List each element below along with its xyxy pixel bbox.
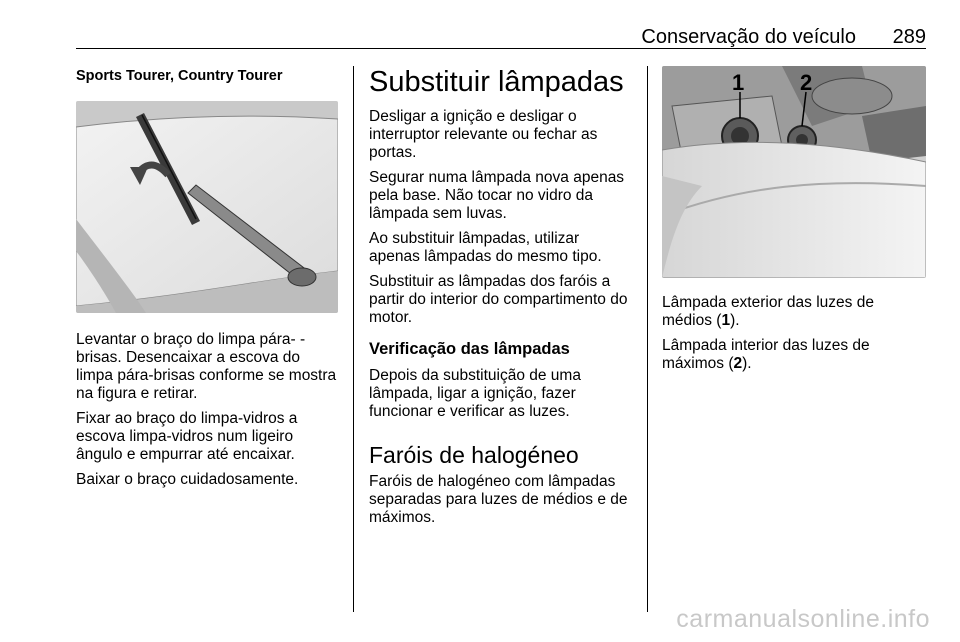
site-watermark: carmanualsonline.info	[676, 605, 930, 633]
paragraph-same-type: Ao substituir lâmpadas, utilizar apenas lâmpadas do mesmo tipo.	[369, 230, 602, 265]
paragraph-remove-blade: Levantar o braço do limpa pára- -brisas. Desencaixar a escova do limpa pára-brisas conforme se mostra na figura e retirar.	[76, 331, 337, 402]
column-middle	[369, 64, 633, 534]
paragraph-hold-bulb: Segurar numa lâmpada nova apenas pela base. Não tocar no vidro da lâmpada sem luvas.	[369, 169, 625, 222]
paragraph-engine-compartment: Substituir as lâmpadas dos faróis a partir do interior do compartimento do motor.	[369, 273, 628, 326]
paragraph-ignition-off: Desligar a ignição e desligar o interruptor relevante ou fechar as portas.	[369, 108, 598, 161]
column-left	[76, 60, 338, 496]
wiper-illustration	[76, 101, 338, 313]
subheading-bulb-check: Verificação das lâmpadas	[369, 340, 570, 358]
figure-label-2: 2	[800, 70, 813, 95]
model-subheading: Sports Tourer, Country Tourer	[76, 68, 283, 84]
low-beam-number: 1	[721, 312, 731, 329]
paragraph-halogen: Faróis de halogéneo com lâmpadas separadas para luzes de médios e de máximos.	[369, 473, 628, 526]
paragraph-lower-arm: Baixar o braço cuidadosamente.	[76, 471, 299, 488]
section-heading-replace-bulbs: Substituir lâmpadas	[369, 66, 624, 98]
section-heading-halogen: Faróis de halogéneo	[369, 442, 579, 468]
paragraph-fix-blade: Fixar ao braço do limpa-vidros a escova limpa-vidros num ligeiro ângulo e empurrar até encaixar.	[76, 410, 298, 463]
figure-label-1: 1	[732, 70, 745, 95]
column-right	[662, 66, 926, 380]
paragraph-bulb-check: Depois da substituição de uma lâmpada, ligar a ignição, fazer funcionar e verificar as luzes.	[369, 367, 581, 420]
paragraph-high-beam: Lâmpada interior das luzes de máximos (2).	[662, 337, 870, 372]
page-title: Conservação do veículo	[641, 26, 856, 48]
column-divider-left	[353, 66, 354, 612]
page-number: 289	[892, 26, 926, 48]
paragraph-low-beam: Lâmpada exterior das luzes de médios (1).	[662, 294, 874, 329]
high-beam-number: 2	[733, 355, 743, 372]
page-header	[76, 22, 926, 49]
headlamp-illustration	[662, 66, 926, 278]
column-divider-right	[647, 66, 648, 612]
